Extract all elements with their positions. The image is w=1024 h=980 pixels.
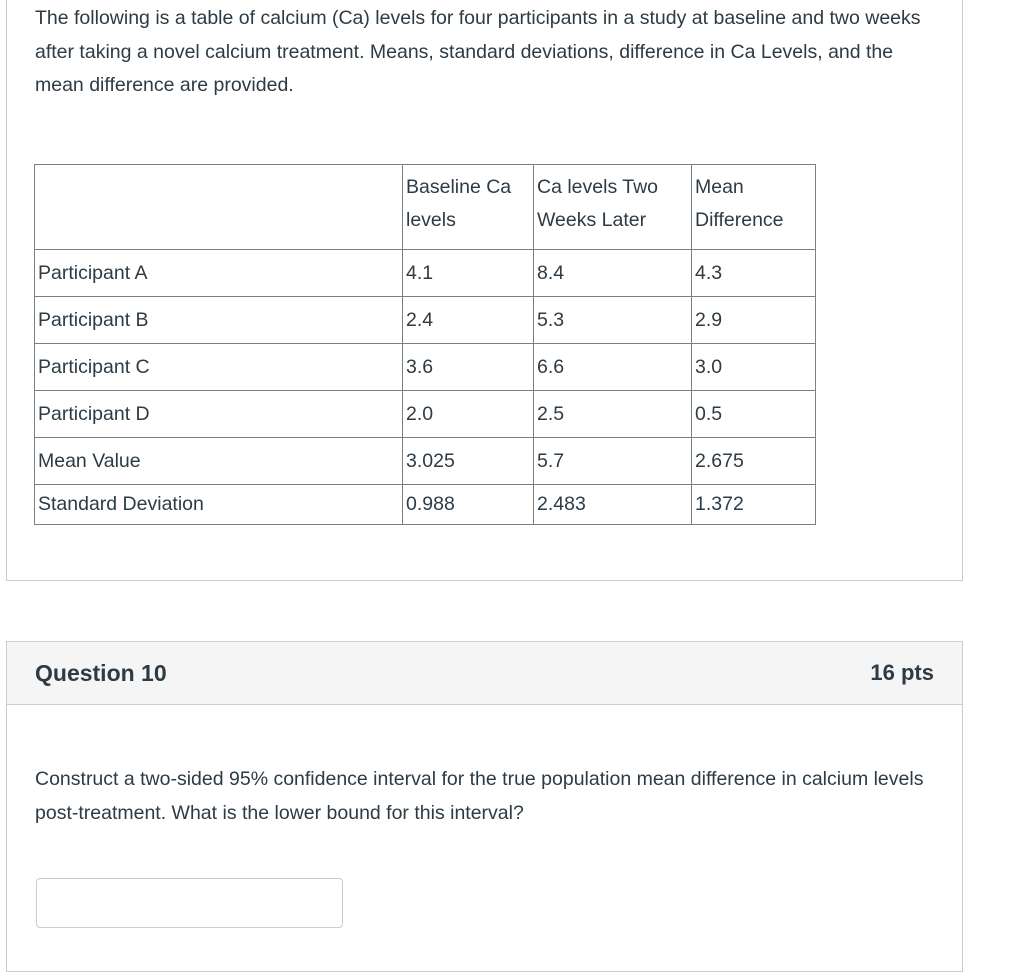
- cell-baseline: 4.1: [403, 250, 534, 297]
- cell-difference: 2.9: [692, 297, 816, 344]
- calcium-table: [34, 164, 816, 525]
- row-label: Standard Deviation: [35, 485, 403, 525]
- answer-input[interactable]: [36, 878, 343, 928]
- table-row: [35, 485, 816, 525]
- table-header-row: [35, 165, 816, 250]
- question-points: 16 pts: [870, 660, 934, 685]
- header-baseline: Baseline Ca levels: [403, 165, 534, 250]
- question-header: [7, 642, 962, 705]
- question-title: Question 10: [35, 659, 167, 686]
- header-two-weeks: Ca levels Two Weeks Later: [534, 165, 692, 250]
- row-label: Participant C: [35, 344, 403, 391]
- cell-baseline: 3.025: [403, 438, 534, 485]
- table-row: [35, 344, 816, 391]
- table-row: [35, 297, 816, 344]
- cell-baseline: 2.0: [403, 391, 534, 438]
- table-row: [35, 391, 816, 438]
- table-row: [35, 438, 816, 485]
- row-label: Participant A: [35, 250, 403, 297]
- cell-baseline: 0.988: [403, 485, 534, 525]
- header-cell-empty: [35, 165, 403, 250]
- table-row: [35, 250, 816, 297]
- cell-difference: 3.0: [692, 344, 816, 391]
- cell-difference: 1.372: [692, 485, 816, 525]
- question-text: Construct a two-sided 95% confidence interval for the true population mean difference in calcium levels post-treatment. What is the lower bound for this interval?: [35, 768, 924, 824]
- cell-difference: 4.3: [692, 250, 816, 297]
- cell-two-weeks: 5.3: [534, 297, 692, 344]
- cell-two-weeks: 2.483: [534, 485, 692, 525]
- cell-two-weeks: 8.4: [534, 250, 692, 297]
- cell-difference: 2.675: [692, 438, 816, 485]
- cell-two-weeks: 6.6: [534, 344, 692, 391]
- question-card: [6, 641, 963, 972]
- cell-two-weeks: 5.7: [534, 438, 692, 485]
- cell-baseline: 2.4: [403, 297, 534, 344]
- row-label: Participant B: [35, 297, 403, 344]
- question-context-card: [6, 0, 963, 581]
- row-label: Participant D: [35, 391, 403, 438]
- header-mean-difference: Mean Difference: [692, 165, 816, 250]
- row-label: Mean Value: [35, 438, 403, 485]
- cell-difference: 0.5: [692, 391, 816, 438]
- cell-two-weeks: 2.5: [534, 391, 692, 438]
- cell-baseline: 3.6: [403, 344, 534, 391]
- intro-text: The following is a table of calcium (Ca) levels for four participants in a study at baseline and two weeks after taking a novel calcium treatment. Means, standard deviations, difference in Ca Levels, and the mean difference are provided.: [35, 7, 921, 96]
